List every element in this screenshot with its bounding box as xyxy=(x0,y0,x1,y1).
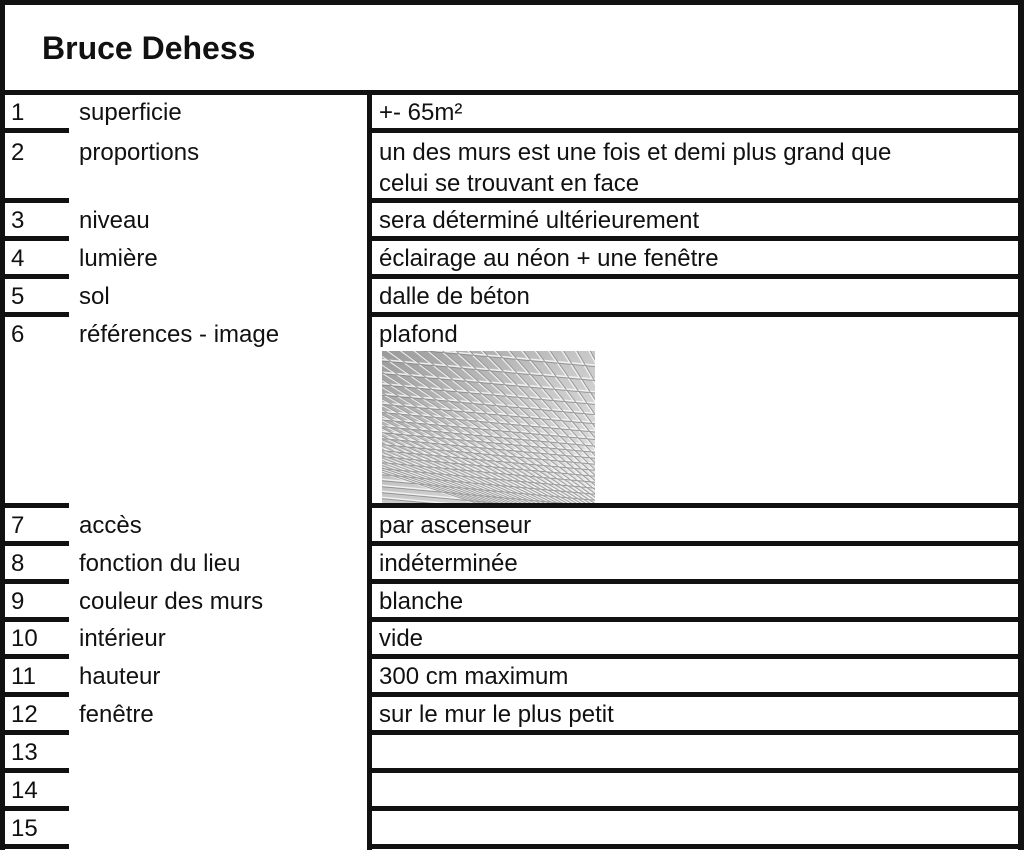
row-label: couleur des murs xyxy=(79,588,264,615)
ceiling-grid-image xyxy=(382,351,595,503)
row-label: lumière xyxy=(79,245,158,272)
row-separator-right xyxy=(367,579,1024,584)
row-separator-right xyxy=(367,768,1024,773)
row-separator-right xyxy=(367,654,1024,659)
row-label: accès xyxy=(79,512,142,539)
row-value: sera déterminé ultérieurement xyxy=(379,207,700,234)
row-number: 3 xyxy=(11,207,25,234)
row-separator-left xyxy=(0,768,69,773)
row-number: 10 xyxy=(11,625,38,652)
row-number: 1 xyxy=(11,99,25,126)
row-label: fenêtre xyxy=(79,701,154,728)
row-number: 15 xyxy=(11,815,38,842)
row-number: 14 xyxy=(11,777,38,804)
row-number: 13 xyxy=(11,739,38,766)
header-bottom-border xyxy=(0,90,1024,95)
row-separator-right xyxy=(367,128,1024,133)
row-value: blanche xyxy=(379,588,464,615)
row-number: 7 xyxy=(11,512,25,539)
row-value: indéterminée xyxy=(379,550,518,577)
row-value: un des murs est une fois et demi plus grand que xyxy=(379,139,892,166)
row-value: +- 65m² xyxy=(379,99,463,126)
row-number: 12 xyxy=(11,701,38,728)
row-separator-right xyxy=(367,236,1024,241)
row-number: 11 xyxy=(11,663,36,690)
row-separator-right xyxy=(367,274,1024,279)
row-number: 6 xyxy=(11,321,25,348)
row-separator-right xyxy=(367,617,1024,622)
frame-top-border xyxy=(0,0,1024,5)
row-separator-left xyxy=(0,844,69,849)
row-label: proportions xyxy=(79,139,200,166)
row-separator-left xyxy=(0,730,69,735)
row-value: par ascenseur xyxy=(379,512,532,539)
row-separator-left xyxy=(0,274,69,279)
row-separator-left xyxy=(0,503,69,508)
row-separator-right xyxy=(367,312,1024,317)
row-number: 5 xyxy=(11,283,25,310)
page-title: Bruce Dehess xyxy=(42,30,256,66)
column-divider xyxy=(367,90,372,850)
row-label: niveau xyxy=(79,207,150,234)
row-separator-right xyxy=(367,541,1024,546)
row-separator-left xyxy=(0,312,69,317)
row-value: dalle de béton xyxy=(379,283,530,310)
row-separator-right xyxy=(367,844,1024,849)
row-separator-left xyxy=(0,806,69,811)
row-value: éclairage au néon + une fenêtre xyxy=(379,245,719,272)
row-label: références - image xyxy=(79,321,280,348)
row-value: vide xyxy=(379,625,424,652)
row-label: superficie xyxy=(79,99,182,126)
row-number: 9 xyxy=(11,588,25,615)
row-separator-right xyxy=(367,692,1024,697)
row-separator-left xyxy=(0,198,69,203)
row-separator-left xyxy=(0,579,69,584)
row-separator-right xyxy=(367,730,1024,735)
row-label: fonction du lieu xyxy=(79,550,241,577)
row-number: 2 xyxy=(11,139,25,166)
row-separator-right xyxy=(367,503,1024,508)
row-label: hauteur xyxy=(79,663,161,690)
row-value-line-2: celui se trouvant en face xyxy=(379,170,640,197)
row-number: 4 xyxy=(11,245,25,272)
row-separator-left xyxy=(0,236,69,241)
row-separator-left xyxy=(0,654,69,659)
row-separator-left xyxy=(0,617,69,622)
row-value: plafond xyxy=(379,321,458,348)
row-separator-right xyxy=(367,806,1024,811)
row-value: sur le mur le plus petit xyxy=(379,701,614,728)
row-separator-left xyxy=(0,692,69,697)
row-label: intérieur xyxy=(79,625,166,652)
row-number: 8 xyxy=(11,550,25,577)
row-value: 300 cm maximum xyxy=(379,663,569,690)
row-separator-left xyxy=(0,128,69,133)
row-label: sol xyxy=(79,283,110,310)
row-separator-left xyxy=(0,541,69,546)
